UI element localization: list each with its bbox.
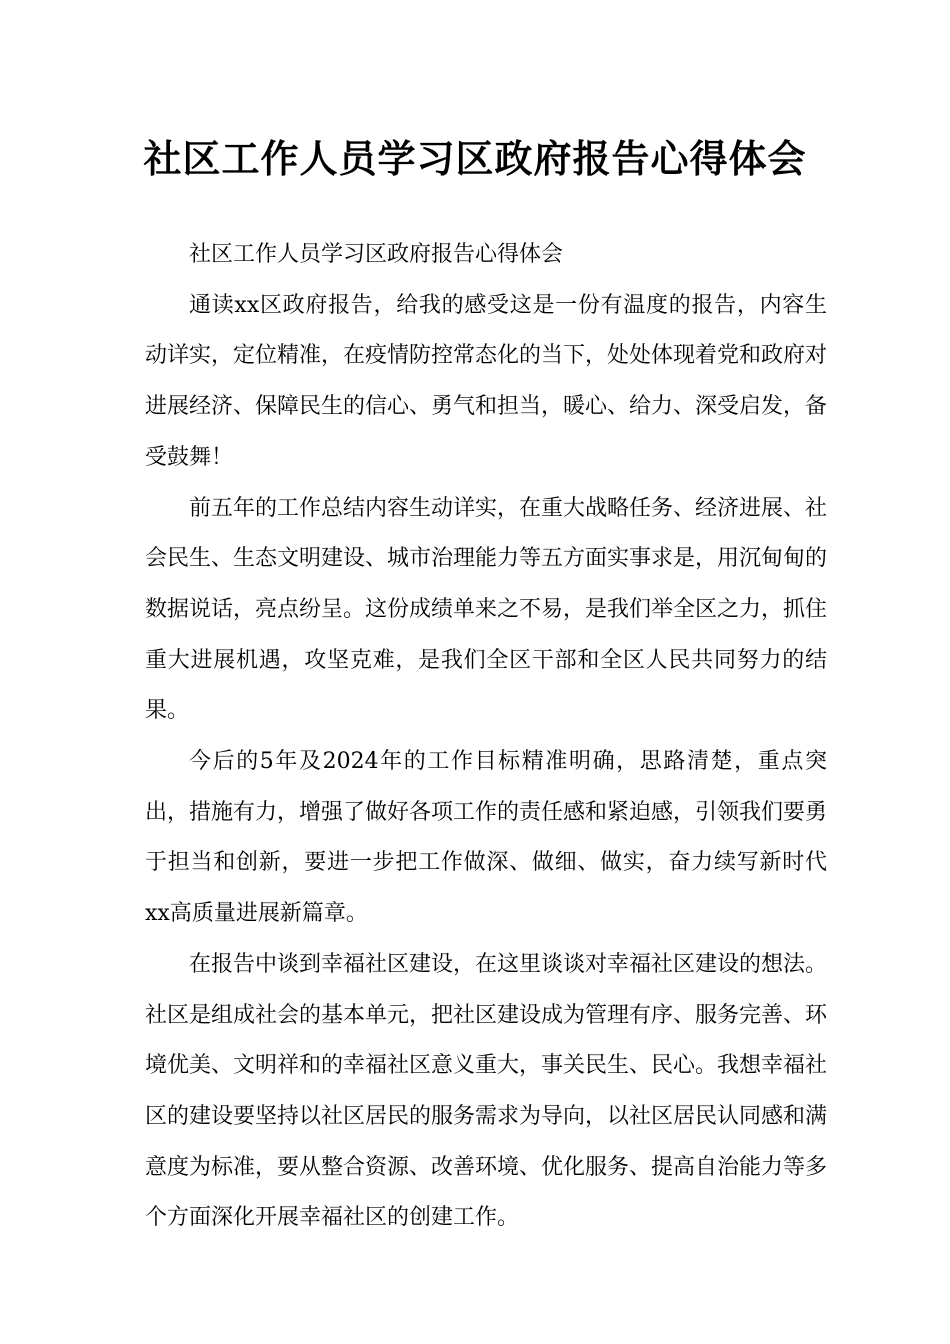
paragraph-2: 前五年的工作总结内容生动详实，在重大战略任务、经济进展、社会民生、生态文明建设、城市治理能力等五方面实事求是，用沉甸甸的数据说话，亮点纷呈。这份成绩单来之不易，是我们举全区之力，抓住重大进展机遇，攻坚克难，是我们全区干部和全区人民共同努力的结果。 (145, 495, 828, 724)
paragraph-4: 在报告中谈到幸福社区建设，在这里谈谈对幸福社区建设的想法。社区是组成社会的基本单元，把社区建设成为管理有序、服务完善、环境优美、文明祥和的幸福社区意义重大，事关民生、民心。我想幸福社区的建设要坚持以社区居民的服务需求为导向，以社区居民认同感和满意度为标准，要从整合资源、改善环境、优化服务、提高自治能力等多个方面深化开展幸福社区的创建工作。 (145, 951, 828, 1231)
document-body (145, 230, 827, 1244)
page-title: 社区工作人员学习区政府报告心得体会 (143, 137, 807, 181)
paragraph-1: 通读xx区政府报告，给我的感受这是一份有温度的报告，内容生动详实，定位精准，在疫情防控常态化的当下，处处体现着党和政府对进展经济、保障民生的信心、勇气和担当，暖心、给力、深受启发，备受鼓舞！ (145, 292, 828, 470)
paragraph-3: 今后的5年及2024年的工作目标精准明确，思路清楚，重点突出，措施有力，增强了做好各项工作的责任感和紧迫感，引领我们要勇于担当和创新，要进一步把工作做深、做细、做实，奋力续写新时代xx高质量进展新篇章。 (145, 749, 828, 927)
paragraph-subtitle: 社区工作人员学习区政府报告心得体会 (189, 242, 564, 267)
